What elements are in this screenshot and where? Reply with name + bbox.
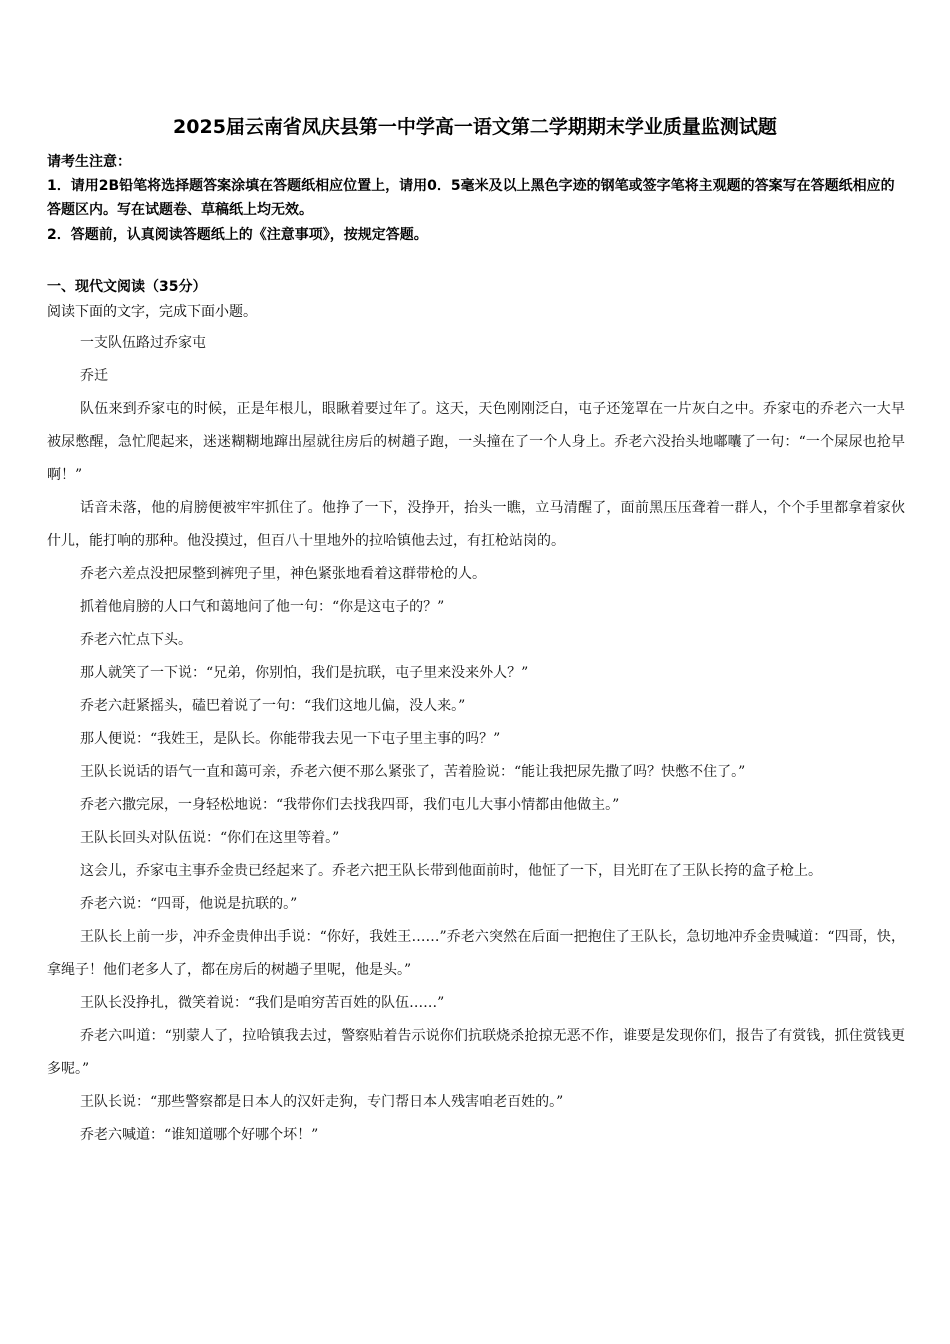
story-paragraph: 王队长说话的语气一直和蔼可亲，乔老六便不那么紧张了，苦着脸说：“能让我把尿先撒了吗？快憋不住了。”	[80, 764, 746, 780]
notice-item-2: 2．答题前，认真阅读答题纸上的《注意事项》，按规定答题。	[47, 227, 428, 243]
notice-heading: 请考生注意：	[47, 154, 131, 170]
page-title: 2025届云南省凤庆县第一中学高一语文第二学期期末学业质量监测试题	[173, 116, 777, 138]
story-body	[47, 327, 905, 1152]
story-paragraph: 乔老六叫道：“别蒙人了，拉哈镇我去过，警察贴着告示说你们抗联烧杀抢掠无恶不作，谁要是发现你们，报告了有赏钱，抓住赏钱更多呢。”	[47, 1028, 905, 1077]
story-paragraph: 王队长回头对队伍说：“你们在这里等着。”	[80, 830, 340, 846]
story-paragraph: 乔老六赶紧摇头，磕巴着说了一句：“我们这地儿偏，没人来。”	[80, 698, 466, 714]
story-title: 一支队伍路过乔家屯	[80, 335, 206, 351]
story-paragraph: 王队长上前一步，冲乔金贵伸出手说：“你好，我姓王……”乔老六突然在后面一把抱住了王队长，急切地冲乔金贵喊道：“四哥，快，拿绳子！他们老多人了，都在房后的树趟子里呢，他是头。”	[47, 929, 905, 978]
notice-item-1: 1．请用2B铅笔将选择题答案涂填在答题纸相应位置上，请用0．5毫米及以上黑色字迹的钢笔或签字笔将主观题的答案写在答题纸相应的答题区内。写在试题卷、草稿纸上均无效。	[47, 178, 895, 218]
story-paragraph: 那人便说：“我姓王，是队长。你能带我去见一下屯子里主事的吗？”	[80, 731, 501, 747]
story-paragraph: 抓着他肩膀的人口气和蔼地问了他一句：“你是这屯子的？”	[80, 599, 445, 615]
story-paragraph: 队伍来到乔家屯的时候，正是年根儿，眼瞅着要过年了。这天，天色刚刚泛白，屯子还笼罩在一片灰白之中。乔家屯的乔老六一大早被尿憋醒，急忙爬起来，迷迷糊糊地蹿出屋就往房后的树趟子跑，一头撞在了一个人身上。乔老六没抬头地嘟囔了一句：“一个屎尿也抢早啊！”	[47, 401, 905, 483]
story-author: 乔迁	[80, 368, 108, 384]
story-paragraph: 乔老六差点没把尿整到裤兜子里，神色紧张地看着这群带枪的人。	[80, 566, 486, 582]
story-paragraph: 那人就笑了一下说：“兄弟，你别怕，我们是抗联，屯子里来没来外人？”	[80, 665, 529, 681]
story-paragraph: 乔老六说：“四哥，他说是抗联的。”	[80, 896, 298, 912]
story-paragraph: 乔老六喊道：“谁知道哪个好哪个坏！”	[80, 1127, 319, 1143]
story-paragraph: 王队长没挣扎，微笑着说：“我们是咱穷苦百姓的队伍……”	[80, 995, 445, 1011]
story-paragraph: 王队长说：“那些警察都是日本人的汉奸走狗，专门帮日本人残害咱老百姓的。”	[80, 1094, 564, 1110]
section-intro: 阅读下面的文字，完成下面小题。	[47, 304, 257, 320]
story-paragraph: 乔老六忙点下头。	[80, 632, 192, 648]
story-paragraph: 这会儿，乔家屯主事乔金贵已经起来了。乔老六把王队长带到他面前时，他怔了一下，目光盯在了王队长挎的盒子枪上。	[80, 863, 822, 879]
section-heading: 一、现代文阅读（35分）	[47, 279, 207, 295]
story-paragraph: 乔老六撒完尿，一身轻松地说：“我带你们去找我四哥，我们屯儿大事小情都由他做主。”	[80, 797, 620, 813]
story-paragraph: 话音未落，他的肩膀便被牢牢抓住了。他挣了一下，没挣开，抬头一瞧，立马清醒了，面前黑压压聋着一群人，个个手里都拿着家伙什儿，能打响的那种。他没摸过，但百八十里地外的拉哈镇他去过，有扛枪站岗的。	[47, 500, 905, 549]
